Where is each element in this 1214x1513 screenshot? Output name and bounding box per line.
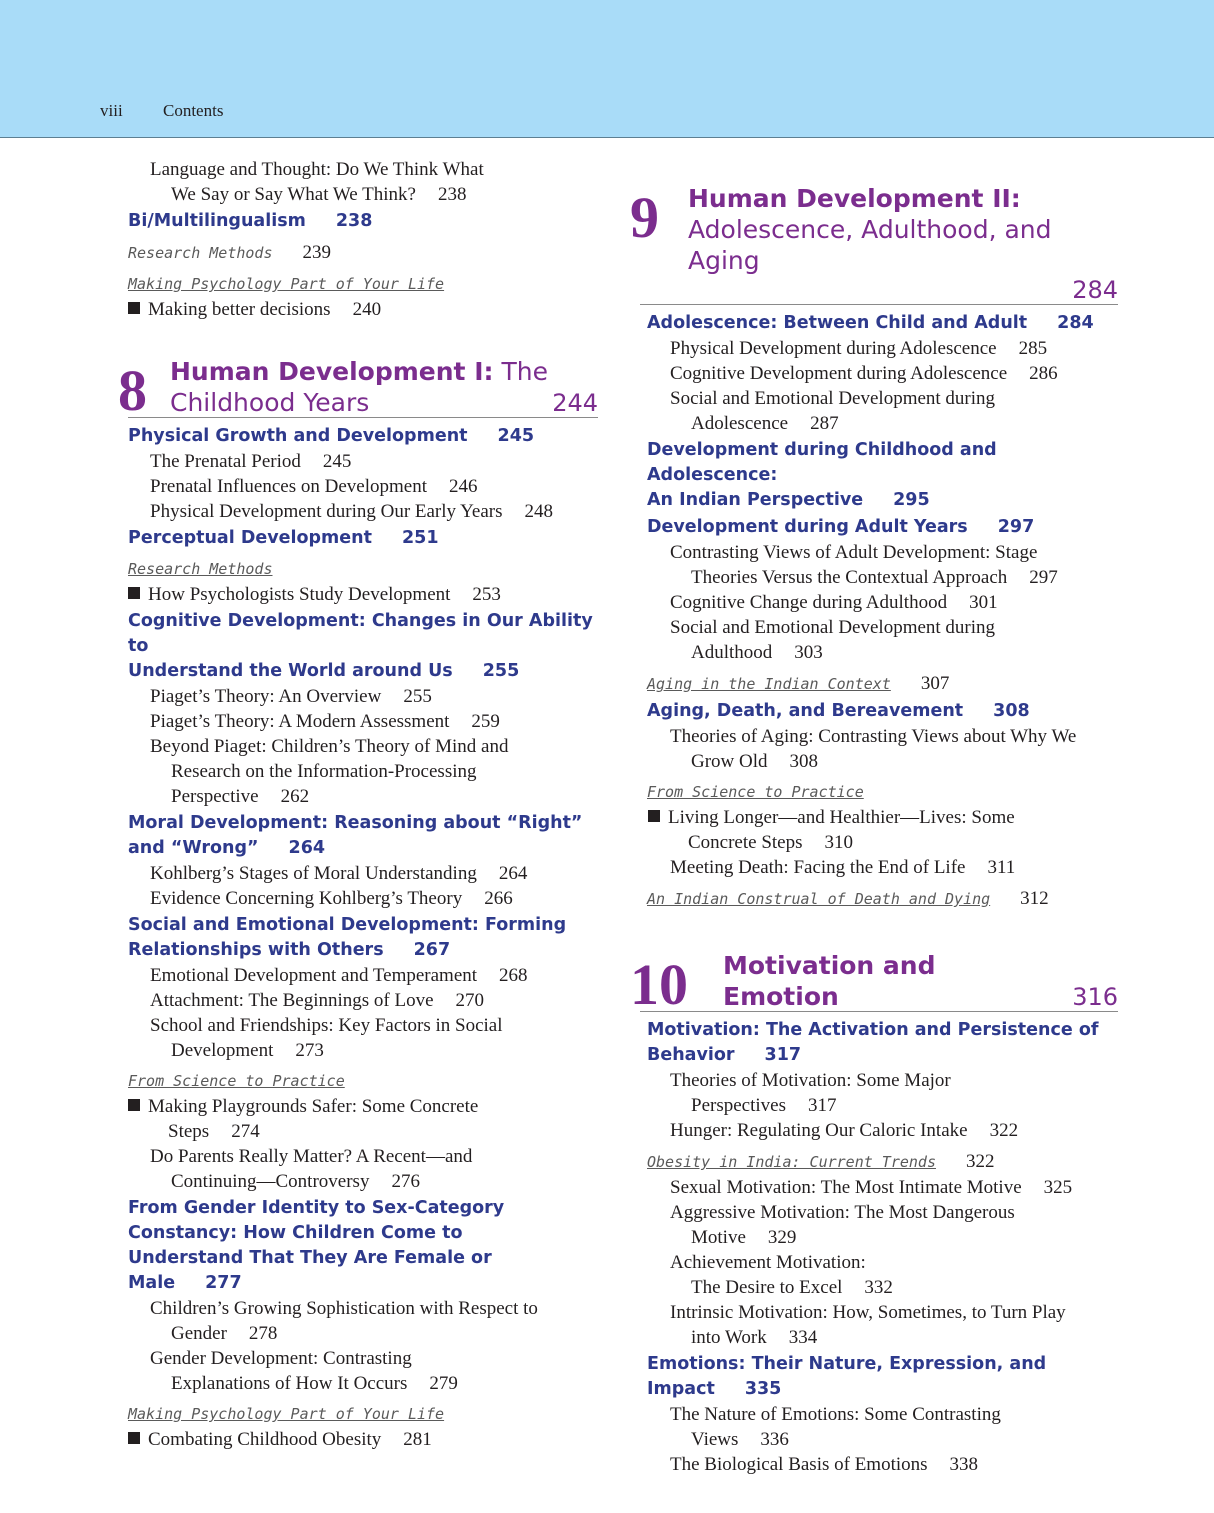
toc-bullet[interactable]: Combating Childhood Obesity 281 (128, 1427, 598, 1452)
toc-entry[interactable]: School and Friendships: Key Factors in Social Development 273 (150, 1015, 503, 1061)
toc-entry[interactable]: Do Parents Really Matter? A Recent—and Continuing—Controversy 276 (150, 1146, 473, 1192)
left-column (118, 157, 598, 1452)
toc-section[interactable]: Emotions: Their Nature, Expression, and Impact 335 (647, 1354, 1047, 1399)
chapter-9-heading[interactable] (630, 183, 1118, 305)
chapter-8-heading[interactable] (118, 356, 598, 423)
square-bullet-icon (128, 587, 140, 599)
chapter-page: 284 (1072, 276, 1118, 304)
toc-entry[interactable]: The Nature of Emotions: Some Contrasting Views 336 (670, 1404, 1001, 1450)
toc-bullet[interactable]: Making better decisions 240 (128, 297, 598, 322)
toc-entry[interactable]: Physical Development during Adolescence 285 (670, 338, 1048, 359)
toc-entry[interactable]: Achievement Motivation: The Desire to Excel 332 (670, 1252, 893, 1298)
feature-research-methods[interactable]: Research Methods 239 (128, 242, 331, 263)
chapter-number: 9 (630, 185, 659, 250)
toc-section[interactable]: Social and Emotional Development: Forming Relationships with Others 267 (128, 915, 567, 960)
header-band (0, 0, 1214, 138)
toc-entry[interactable]: Meeting Death: Facing the End of Life 311 (670, 857, 1016, 878)
toc-entry[interactable]: Children’s Growing Sophistication with Respect to Gender 278 (150, 1298, 538, 1344)
feature-making-psychology[interactable]: Making Psychology Part of Your Life (128, 275, 445, 293)
chapter-10-heading[interactable] (630, 950, 1118, 1017)
chapter-page: 244 (552, 389, 598, 417)
toc-entry[interactable]: Gender Development: Contrasting Explanations of How It Occurs 279 (150, 1348, 458, 1394)
toc-section[interactable]: From Gender Identity to Sex-Category Constancy: How Children Come to Understand That They Are Female or Male 277 (128, 1198, 505, 1293)
toc-bullet[interactable]: How Psychologists Study Development 253 (128, 582, 598, 607)
square-bullet-icon (128, 1432, 140, 1444)
feature-making-psychology[interactable]: Making Psychology Part of Your Life (128, 1405, 445, 1423)
toc-bullet[interactable]: Living Longer—and Healthier—Lives: Some Concrete Steps 310 (640, 805, 1118, 855)
toc-entry[interactable]: Social and Emotional Development during Adolescence 287 (670, 388, 996, 434)
feature-obesity-india[interactable]: Obesity in India: Current Trends 322 (647, 1151, 995, 1172)
toc-entry[interactable]: Attachment: The Beginnings of Love 270 (150, 990, 485, 1011)
running-head: Contents (163, 101, 224, 120)
square-bullet-icon (128, 1099, 140, 1111)
toc-section[interactable]: Moral Development: Reasoning about “Right” and “Wrong” 264 (128, 813, 583, 858)
feature-research-methods[interactable]: Research Methods (128, 560, 273, 578)
toc-entry[interactable]: The Biological Basis of Emotions 338 (670, 1454, 979, 1475)
toc-entry[interactable]: Social and Emotional Development during Adulthood 303 (670, 617, 996, 663)
toc-entry[interactable]: Aggressive Motivation: The Most Dangerous Motive 329 (670, 1202, 1015, 1248)
toc-entry[interactable]: Cognitive Change during Adulthood 301 (670, 592, 998, 613)
toc-entry[interactable]: Theories of Motivation: Some Major Perspectives 317 (670, 1070, 951, 1116)
toc-entry[interactable]: Theories of Aging: Contrasting Views about Why We Grow Old 308 (670, 726, 1077, 772)
square-bullet-icon (128, 302, 140, 314)
toc-section[interactable]: Bi/Multilingualism 238 (128, 211, 373, 231)
toc-entry[interactable]: Intrinsic Motivation: How, Sometimes, to Turn Play into Work 334 (670, 1302, 1066, 1348)
toc-bullet[interactable]: Making Playgrounds Safer: Some Concrete Steps 274 (128, 1094, 598, 1144)
feature-indian-construal-death[interactable]: An Indian Construal of Death and Dying 312 (647, 888, 1049, 909)
toc-section[interactable]: Motivation: The Activation and Persistence of Behavior 317 (647, 1020, 1099, 1065)
feature-science-to-practice[interactable]: From Science to Practice (647, 783, 864, 801)
toc-entry[interactable]: Beyond Piaget: Children’s Theory of Mind and Research on the Information-Processing Perspective 262 (150, 736, 509, 807)
toc-section[interactable]: Adolescence: Between Child and Adult 284 (647, 313, 1094, 333)
toc-section[interactable]: Development during Childhood and Adolescence: An Indian Perspective 295 (647, 440, 997, 510)
toc-entry[interactable]: Prenatal Influences on Development 246 (150, 476, 478, 497)
right-column (630, 157, 1118, 1477)
toc-entry[interactable]: Emotional Development and Temperament 268 (150, 965, 528, 986)
toc-entry[interactable]: Piaget’s Theory: A Modern Assessment 259 (150, 711, 500, 732)
toc-entry[interactable]: Hunger: Regulating Our Caloric Intake 322 (670, 1120, 1019, 1141)
toc-entry[interactable]: Kohlberg’s Stages of Moral Understanding 264 (150, 863, 528, 884)
toc-section[interactable]: Perceptual Development 251 (128, 528, 439, 548)
feature-science-to-practice[interactable]: From Science to Practice (128, 1072, 345, 1090)
toc-entry[interactable]: Cognitive Development during Adolescence 286 (670, 363, 1058, 384)
toc-section[interactable]: Physical Growth and Development 245 (128, 426, 535, 446)
toc-entry[interactable]: Piaget’s Theory: An Overview 255 (150, 686, 432, 707)
toc-entry[interactable]: Contrasting Views of Adult Development: Stage Theories Versus the Contextual Approach 297 (670, 542, 1058, 588)
toc-entry[interactable]: Language and Thought: Do We Think What We Say or Say What We Think? 238 (150, 159, 484, 205)
chapter-title: Human Development II: Adolescence, Adulthood, and Aging (688, 184, 1052, 275)
square-bullet-icon (648, 810, 660, 822)
toc-entry[interactable]: Physical Development during Our Early Years 248 (150, 501, 553, 522)
toc-section[interactable]: Aging, Death, and Bereavement 308 (647, 701, 1030, 721)
chapter-title: Human Development I: The Childhood Years (170, 357, 548, 417)
toc-section[interactable]: Development during Adult Years 297 (647, 517, 1035, 537)
chapter-page: 316 (1072, 983, 1118, 1011)
chapter-number: 8 (118, 358, 147, 423)
toc-entry[interactable]: Evidence Concerning Kohlberg’s Theory 266 (150, 888, 513, 909)
toc-entry[interactable]: The Prenatal Period 245 (150, 451, 352, 472)
chapter-title: Motivation and Emotion (723, 951, 936, 1011)
page-number: viii (100, 101, 123, 120)
toc-entry[interactable]: Sexual Motivation: The Most Intimate Motive 325 (670, 1177, 1073, 1198)
toc-section[interactable]: Cognitive Development: Changes in Our Ability to Understand the World around Us 255 (128, 611, 593, 681)
chapter-number: 10 (630, 952, 688, 1017)
feature-aging-indian-context[interactable]: Aging in the Indian Context 307 (647, 673, 950, 694)
